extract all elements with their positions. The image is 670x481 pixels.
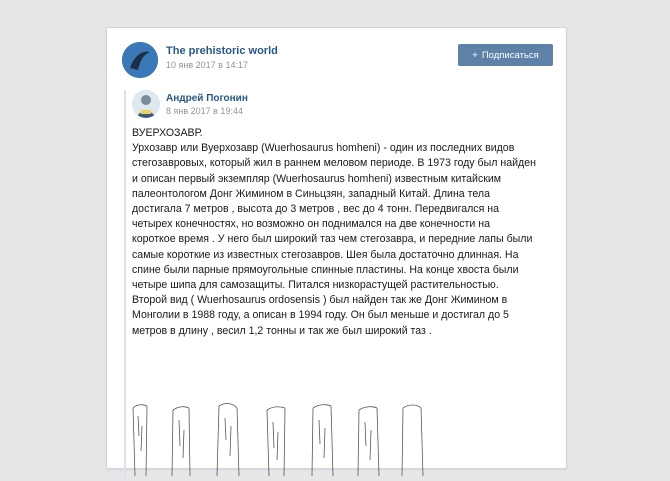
- pencil-sketch-image: [127, 396, 427, 476]
- user-photo-icon: [132, 90, 160, 118]
- attached-sketch-image[interactable]: [127, 396, 427, 476]
- post-line: четырех конечностях, но возможно он поднимался на две конечности на: [132, 218, 490, 231]
- post-line: Второй вид ( Wuerhosaurus ordosensis ) был найден так же Донг Жимином в: [132, 294, 508, 307]
- dinosaur-silhouette-icon: [122, 42, 158, 78]
- subscribe-button[interactable]: [458, 44, 553, 66]
- repost-divider: [124, 90, 126, 480]
- post-line: Урхозавр или Вуерхозавр (Wuerhosaurus homheni) - один из последних видов: [132, 142, 515, 155]
- post-line: Монголии в 1988 году, а описан в 1994 году. Он был меньше и достигал до 5: [132, 309, 509, 322]
- post-line: метров в длину , весил 1,2 тонны и так же был широкий таз .: [132, 324, 432, 337]
- author-name[interactable]: Андрей Погонин: [166, 93, 248, 104]
- post-line: самые короткие из известных стегозавров. Шея была достаточно длинная. На: [132, 248, 519, 261]
- author-avatar[interactable]: [132, 90, 160, 118]
- subscribe-label: Подписаться: [481, 49, 539, 61]
- post-line: и описан первый экземпляр (Wuerhosaurus homheni) известным китайским: [132, 172, 502, 185]
- post-card: [106, 27, 567, 469]
- post-heading: ВУЕРХОЗАВР.: [132, 127, 203, 139]
- post-line: короткое время . У него был широкий таз чем стегозавра, и передние лапы были: [132, 233, 533, 246]
- post-line: стегозавровых, который жил в раннем меловом периоде. В 1973 году был найден: [132, 157, 536, 170]
- post-line: спине были парные прямоугольные спинные пластины. На конце хвоста были: [132, 263, 519, 276]
- post-line: палеонтологом Донг Жимином в Синьцзян, западный Китай. Длина тела: [132, 187, 490, 200]
- post-text: [132, 126, 557, 339]
- post-line: достигала 7 метров , высота до 3 метров , вес до 4 тонн. Передвигался на: [132, 203, 499, 216]
- plus-icon: +: [472, 49, 478, 61]
- author-post-date[interactable]: 8 янв 2017 в 19:44: [166, 106, 243, 116]
- post-line: четыре шипа для самозащиты. Питался низкорастущей растительностью.: [132, 279, 499, 292]
- group-name[interactable]: The prehistoric world: [166, 45, 278, 57]
- post-date[interactable]: 10 янв 2017 в 14:17: [166, 60, 248, 70]
- group-avatar[interactable]: [122, 42, 158, 78]
